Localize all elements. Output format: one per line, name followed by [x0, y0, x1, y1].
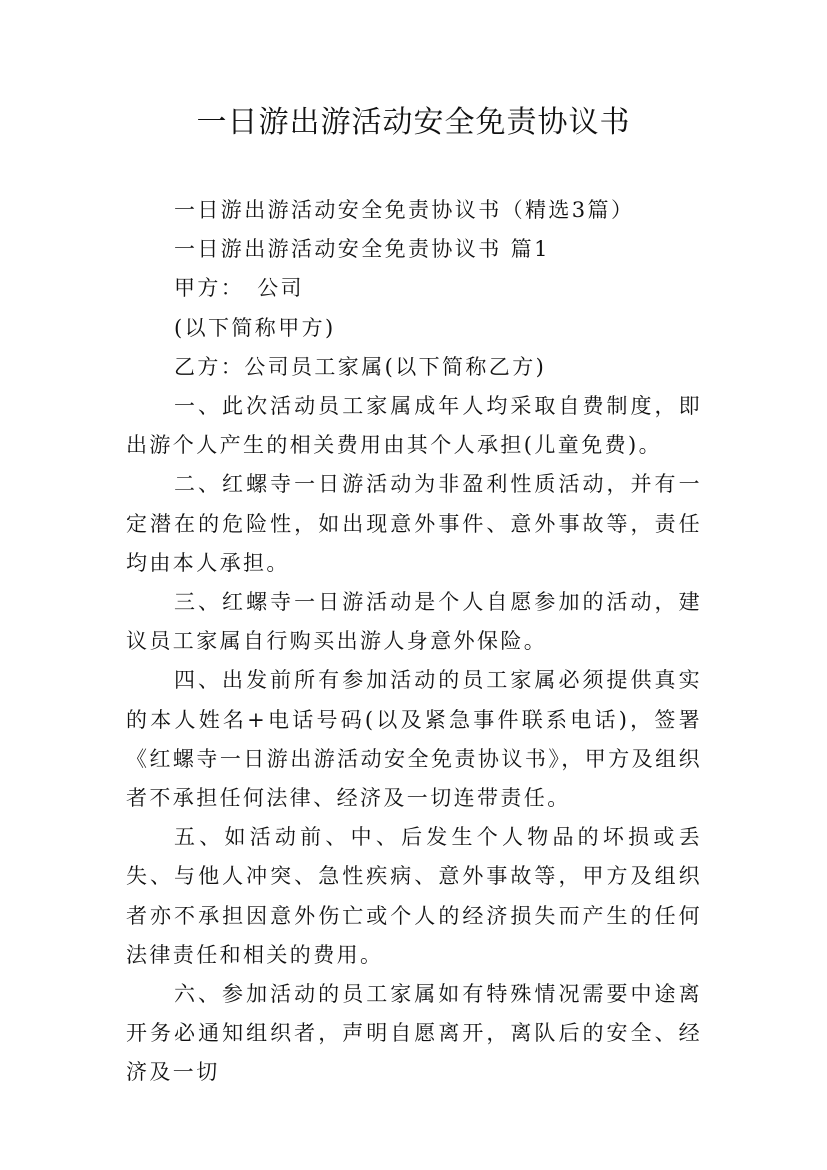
- paragraph-clause-2: 二、红螺寺一日游活动为非盈利性质活动，并有一定潜在的危险性，如出现意外事件、意外事故等，责任均由本人承担。: [126, 472, 702, 575]
- paragraph-party-b: 乙方：公司员工家属(以下简称乙方): [174, 354, 547, 379]
- paragraph-party-a: 甲方： 公司: [174, 276, 304, 301]
- paragraph-clause-3: 三、红螺寺一日游活动是个人自愿参加的活动，建议员工家属自行购买出游人身意外保险。: [126, 590, 702, 654]
- paragraph-subtitle: 一日游出游活动安全免责协议书（精选3篇）: [174, 198, 635, 222]
- paragraph-clause-6: 六、参加活动的员工家属如有特殊情况需要中途离开务必通知组织者，声明自愿离开，离队后的安全、经济及一切: [126, 982, 702, 1085]
- document-title: 一日游出游活动安全免责协议书: [196, 105, 631, 140]
- paragraph-clause-5: 五、如活动前、中、后发生个人物品的坏损或丢失、与他人冲突、急性疾病、意外事故等，甲方及组织者亦不承担因意外伤亡或个人的经济损失而产生的任何法律责任和相关的费用。: [126, 825, 702, 967]
- paragraph-section-heading: 一日游出游活动安全免责协议书 篇1: [174, 237, 550, 262]
- paragraph-clause-1: 一、此次活动员工家属成年人均采取自费制度，即出游个人产生的相关费用由其个人承担(儿童免费)。: [126, 394, 702, 458]
- paragraph-party-a-note: (以下简称甲方): [174, 315, 336, 340]
- paragraph-clause-4: 四、出发前所有参加活动的员工家属必须提供真实的本人姓名+电话号码(以及紧急事件联系电话)，签署《红螺寺一日游出游活动安全免责协议书》，甲方及组织者不承担任何法律、经济及一切连带责任。: [126, 668, 702, 811]
- document-body: [126, 191, 702, 1093]
